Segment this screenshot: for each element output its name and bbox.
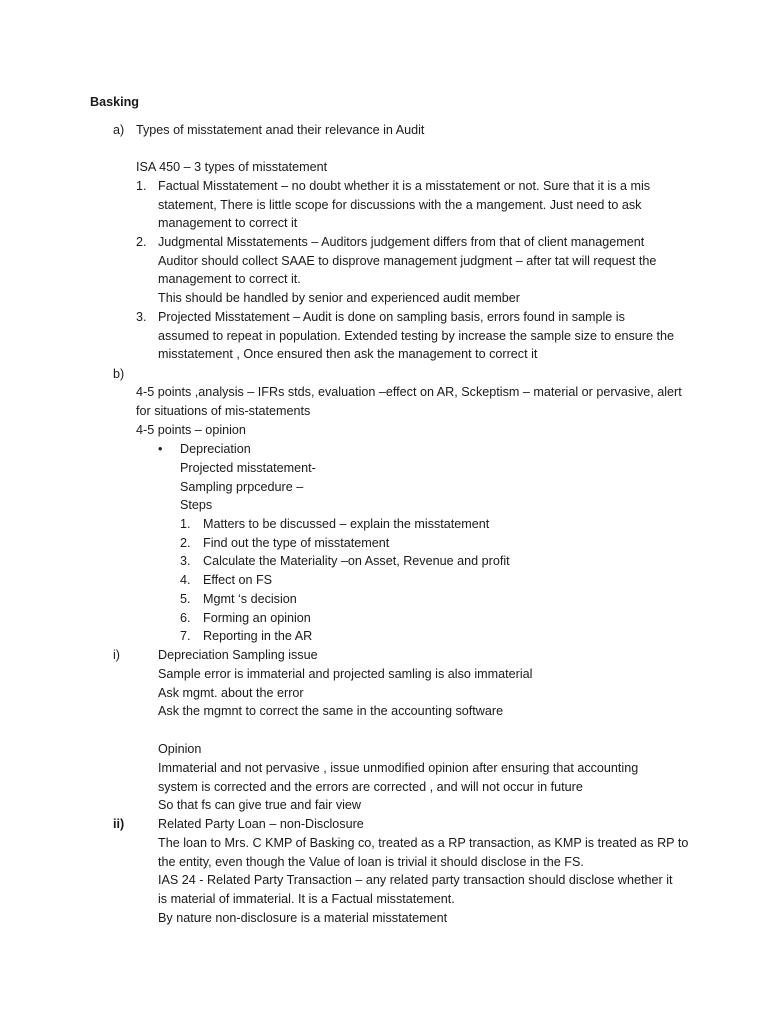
opinion-line-3: So that fs can give true and fair view [158,798,362,812]
section-i-line-1: Depreciation Sampling issue [158,648,318,662]
section-ii-heading: Related Party Loan – non-Disclosure [158,817,364,831]
step-2-text: Find out the type of misstatement [203,536,390,550]
section-ii-line-5: By nature non-disclosure is a material misstatement [158,911,448,925]
section-b-points-line-3: 4-5 points – opinion [136,423,246,437]
item-3-line-3: misstatement , Once ensured then ask the management to correct it [158,347,538,361]
step-3-number: 3. [180,554,191,568]
step-2-number: 2. [180,536,191,550]
section-b-marker: b) [113,367,125,381]
bullet-line-3: Sampling prpcedure – [180,480,304,494]
step-5-number: 5. [180,592,191,606]
opinion-heading: Opinion [158,742,202,756]
section-b-points-line-2: for situations of mis-statements [136,404,311,418]
opinion-line-1: Immaterial and not pervasive , issue unmodified opinion after ensuring that accounting [158,761,639,775]
item-3-line-2: assumed to repeat in population. Extended testing by increase the sample size to ensure the [158,329,674,343]
bullet-line-2: Projected misstatement- [180,461,316,475]
bullet-line-1: Depreciation [180,442,251,456]
item-1-number: 1. [136,179,147,193]
section-ii-line-4: is material of immaterial. It is a Factual misstatement. [158,892,455,906]
section-ii-line-1: The loan to Mrs. C KMP of Basking co, treated as a RP transaction, as KMP is treated as RP to [158,836,689,850]
bullet-glyph: • [158,442,163,456]
step-1-text: Matters to be discussed – explain the misstatement [203,517,490,531]
item-1-line-3: management to correct it [158,216,298,230]
step-4-number: 4. [180,573,191,587]
step-7-text: Reporting in the AR [203,629,313,643]
section-i-marker: i) [113,648,120,662]
section-b-points-line-1: 4-5 points ,analysis – IFRs stds, evaluation –effect on AR, Sckeptism – material or pervasive, alert [136,385,682,399]
item-2-line-4: This should be handled by senior and experienced audit member [158,291,520,305]
item-1-line-2: statement, There is little scope for discussions with the a mangement. Just need to ask [158,198,642,212]
section-a-marker: a) [113,123,125,137]
step-6-number: 6. [180,611,191,625]
item-2-number: 2. [136,235,147,249]
section-i-line-2: Sample error is immaterial and projected samling is also immaterial [158,667,533,681]
section-ii-line-3: IAS 24 - Related Party Transaction – any related party transaction should disclose whether it [158,873,673,887]
step-7-number: 7. [180,629,191,643]
bullet-line-4: Steps [180,498,213,512]
section-a-intro: ISA 450 – 3 types of misstatement [136,160,328,174]
document-title: Basking [90,95,139,109]
item-3-line-1: Projected Misstatement – Audit is done on sampling basis, errors found in sample is [158,310,625,324]
item-2-line-2: Auditor should collect SAAE to disprove management judgment – after tat will request the [158,254,657,268]
section-ii-line-2: the entity, even though the Value of loan is trivial it should disclose in the FS. [158,855,584,869]
item-2-line-1: Judgmental Misstatements – Auditors judgement differs from that of client management [158,235,645,249]
section-a-heading: Types of misstatement anad their relevance in Audit [136,123,425,137]
item-1-line-1: Factual Misstatement – no doubt whether it is a misstatement or not. Sure that it is a mis [158,179,651,193]
section-i-line-3: Ask mgmt. about the error [158,686,304,700]
item-2-line-3: management to correct it. [158,272,301,286]
step-6-text: Forming an opinion [203,611,311,625]
opinion-line-2: system is corrected and the errors are corrected , and will not occur in future [158,780,583,794]
item-3-number: 3. [136,310,147,324]
step-3-text: Calculate the Materiality –on Asset, Revenue and profit [203,554,510,568]
section-ii-marker: ii) [113,817,125,831]
step-4-text: Effect on FS [203,573,273,587]
section-i-line-4: Ask the mgmnt to correct the same in the accounting software [158,704,504,718]
step-5-text: Mgmt ‘s decision [203,592,297,606]
step-1-number: 1. [180,517,191,531]
